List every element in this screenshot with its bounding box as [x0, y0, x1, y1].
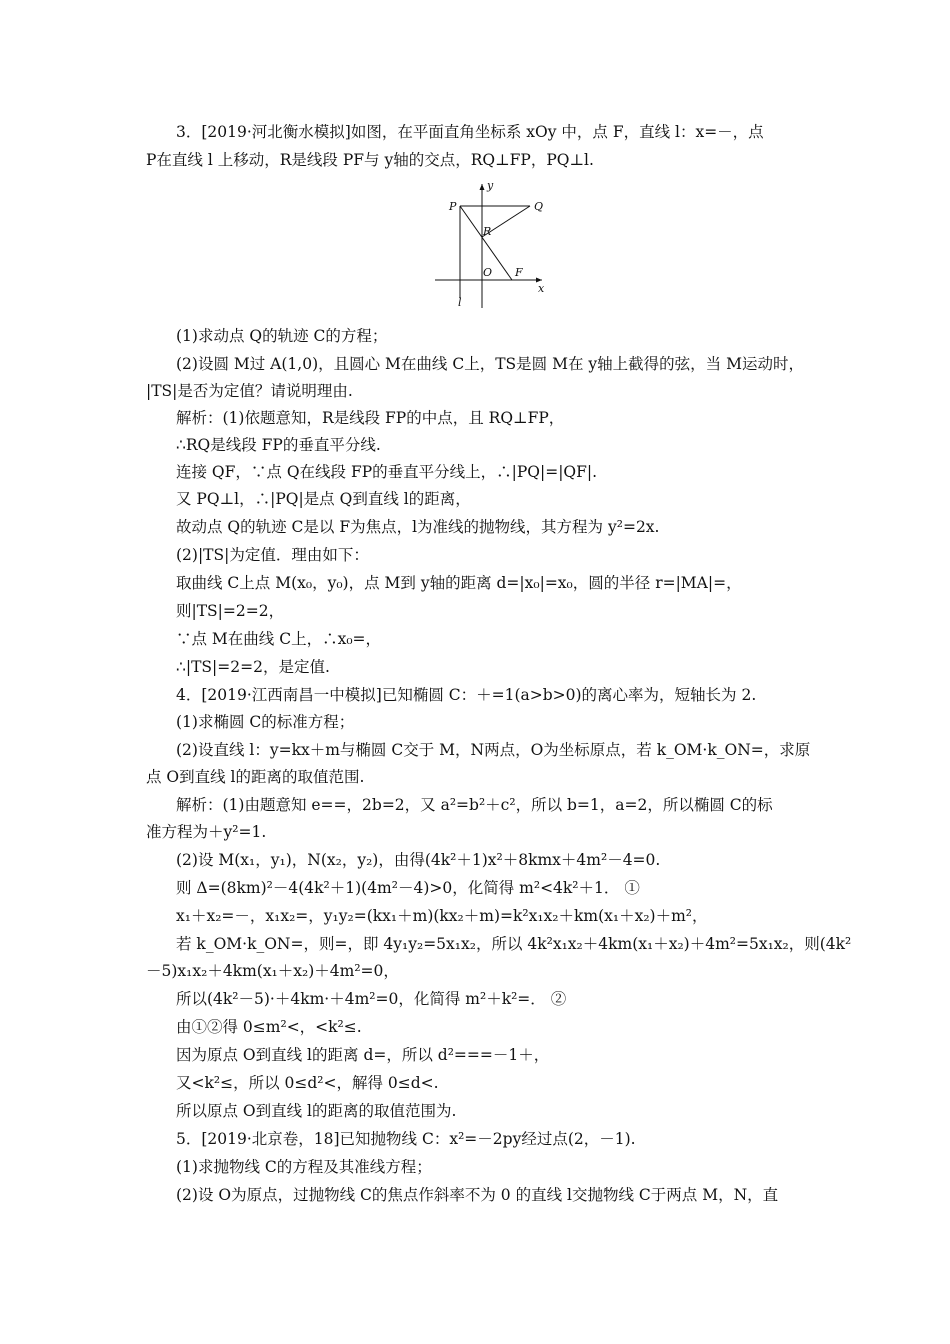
- label-Q: Q: [534, 200, 544, 213]
- text-line: ∴|TS|=2=2，是定值.: [176, 658, 330, 676]
- text-line: 取曲线 C上点 M(x₀，y₀)，点 M到 y轴的距离 d=|x₀|=x₀，圆的半径 r=|MA|=，: [176, 574, 742, 592]
- label-y: y: [487, 180, 494, 192]
- text-line: 点 O到直线 l的距离的取值范围.: [146, 768, 365, 786]
- text-line: 则 Δ=(8km)²－4(4k²＋1)(4m²－4)>0，化简得 m²<4k²＋1． ①: [176, 879, 640, 897]
- text-line: 又 PQ⊥l，∴|PQ|是点 Q到直线 l的距离，: [176, 490, 471, 508]
- text-line: |TS|是否为定值？请说明理由.: [146, 382, 353, 400]
- text-line: (2)设 M(x₁，y₁)，N(x₂，y₂)，由得(4k²＋1)x²＋8kmx＋4m²－4=0.: [176, 851, 661, 869]
- text-line: (2)设直线 l：y=kx＋m与椭圆 C交于 M，N两点，O为坐标原点，若 k_OM·k_ON=，求原: [176, 741, 811, 759]
- text-line: 5．[2019·北京卷，18]已知抛物线 C：x²=－2py经过点(2，－1).: [176, 1130, 636, 1148]
- text-line: 若 k_OM·k_ON=，则=，即 4y₁y₂=5x₁x₂，所以 4k²x₁x₂＋4km(x₁＋x₂)＋4m²=5x₁x₂，则(4k²: [176, 935, 852, 953]
- y-arrow: [480, 184, 485, 190]
- text-line: 则|TS|=2=2，: [176, 602, 285, 620]
- text-line: (1)求椭圆 C的标准方程；: [176, 713, 355, 731]
- text-line: 故动点 Q的轨迹 C是以 F为焦点，l为准线的抛物线，其方程为 y²=2x.: [176, 518, 660, 536]
- text-line: ∴RQ是线段 FP的垂直平分线.: [176, 436, 381, 454]
- text-line: (2)|TS|为定值．理由如下：: [176, 546, 369, 564]
- text-line: x₁＋x₂=－，x₁x₂=，y₁y₂=(kx₁＋m)(kx₂＋m)=k²x₁x₂＋km(x₁＋x₂)＋m²，: [176, 907, 708, 925]
- text-line: 又<k²≤，所以 0≤d²<，解得 0≤d<.: [176, 1074, 439, 1092]
- label-l: l: [458, 296, 462, 309]
- text-line: 解析：(1)依题意知，R是线段 FP的中点，且 RQ⊥FP，: [176, 409, 565, 427]
- text-line: P在直线 l 上移动，R是线段 PF与 y轴的交点，RQ⊥FP，PQ⊥l.: [146, 151, 594, 169]
- label-F: F: [515, 266, 523, 279]
- label-x: x: [538, 282, 545, 295]
- text-line: (2)设 O为原点，过抛物线 C的焦点作斜率不为 0 的直线 l交抛物线 C于两点 M，N，直: [176, 1186, 779, 1204]
- text-line: (1)求抛物线 C的方程及其准线方程；: [176, 1158, 432, 1176]
- text-line: (2)设圆 M过 A(1,0)，且圆心 M在曲线 C上，TS是圆 M在 y轴上截得的弦，当 M运动时，: [176, 355, 804, 373]
- text-line: 由①②得 0≤m²<，<k²≤.: [176, 1018, 362, 1036]
- coordinate-figure: [430, 180, 550, 310]
- text-line: 因为原点 O到直线 l的距离 d=，所以 d²===－1＋，: [176, 1046, 550, 1064]
- text-line: －5)x₁x₂＋4km(x₁＋x₂)＋4m²=0，: [146, 962, 399, 980]
- text-line: 4．[2019·江西南昌一中模拟]已知椭圆 C：＋=1(a>b>0)的离心率为，短轴长为 2.: [176, 686, 757, 704]
- label-O: O: [483, 266, 493, 279]
- text-line: (1)求动点 Q的轨迹 C的方程；: [176, 327, 388, 345]
- label-R: R: [483, 225, 492, 238]
- text-line: ∵点 M在曲线 C上，∴x₀=，: [176, 630, 382, 648]
- text-line: 3．[2019·河北衡水模拟]如图，在平面直角坐标系 xOy 中，点 F，直线 l：x=－，点: [176, 123, 764, 141]
- text-line: 所以(4k²－5)·＋4km·＋4m²=0，化简得 m²＋k²=． ②: [176, 990, 567, 1008]
- text-line: 解析：(1)由题意知 e==，2b=2，又 a²=b²＋c²，所以 b=1，a=2，所以椭圆 C的标: [176, 796, 773, 814]
- text-line: 准方程为＋y²=1.: [146, 823, 267, 841]
- text-line: 所以原点 O到直线 l的距离的取值范围为.: [176, 1102, 457, 1120]
- label-P: P: [449, 200, 457, 213]
- text-line: 连接 QF，∵点 Q在线段 FP的垂直平分线上，∴|PQ|=|QF|.: [176, 463, 598, 481]
